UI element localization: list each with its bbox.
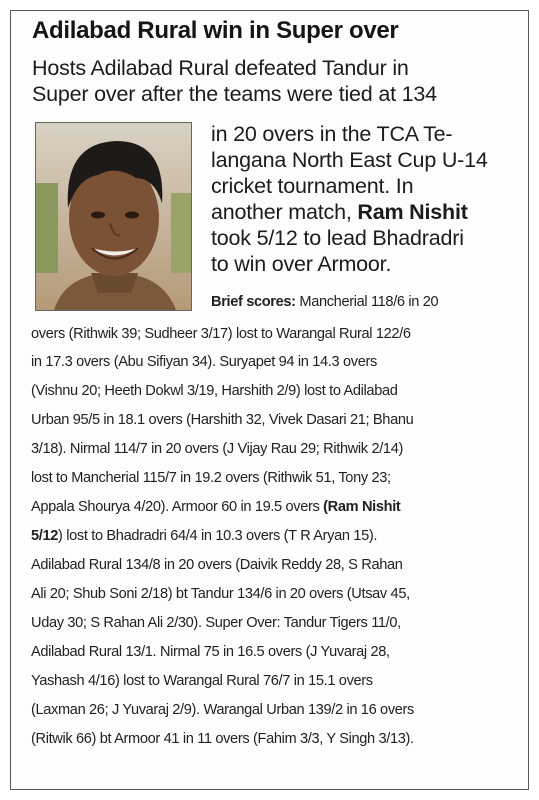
- brief-scores-line: [31, 499, 400, 515]
- brief-scores-line: lost to Mancherial 115/7 in 19.2 overs (Rithwik 51, Tony 23;: [31, 470, 391, 486]
- brief-text: Mancherial 118/6 in 20: [295, 294, 439, 310]
- brief-bold-text: (Ram Nishit: [323, 499, 401, 515]
- brief-scores-line: Adilabad Rural 134/8 in 20 overs (Daivik Reddy 28, S Rahan: [31, 557, 403, 573]
- brief-scores-line: overs (Rithwik 39; Sudheer 3/17) lost to Warangal Rural 122/6: [31, 326, 411, 342]
- lead-line: [211, 199, 468, 226]
- lead-line: in 20 overs in the TCA Te-: [211, 122, 453, 146]
- brief-text: Appala Shourya 4/20). Armoor 60 in 19.5 overs: [31, 499, 324, 515]
- player-name-bold: Ram Nishit: [357, 200, 468, 224]
- brief-scores-line: (Ritwik 66) bt Armoor 41 in 11 overs (Fahim 3/3, Y Singh 3/13).: [31, 731, 414, 747]
- brief-scores-line: Urban 95/5 in 18.1 overs (Harshith 32, Vivek Dasari 21; Bhanu: [31, 412, 414, 428]
- brief-scores-line: (Vishnu 20; Heeth Dokwl 3/19, Harshith 2/9) lost to Adilabad: [31, 383, 398, 399]
- headline: Adilabad Rural win in Super over: [32, 17, 399, 44]
- lead-line: took 5/12 to lead Bhadradri: [211, 226, 464, 250]
- brief-scores-line: [31, 528, 377, 544]
- brief-scores-line: 3/18). Nirmal 114/7 in 20 overs (J Vijay Rau 29; Rithwik 2/14): [31, 441, 403, 457]
- brief-scores-label: Brief scores:: [211, 294, 296, 310]
- brief-text: ) lost to Bhadradri 64/4 in 10.3 overs (T R Aryan 15).: [58, 528, 378, 544]
- lead-text: another match,: [211, 200, 358, 224]
- lead-line: Hosts Adilabad Rural defeated Tandur in: [32, 56, 409, 80]
- lead-line: langana North East Cup U-14: [211, 148, 488, 172]
- lead-line: cricket tournament. In: [211, 174, 414, 198]
- brief-scores-line: Yashash 4/16) lost to Warangal Rural 76/7 in 15.1 overs: [31, 673, 373, 689]
- lead-line: to win over Armoor.: [211, 252, 392, 276]
- brief-bold-text: 5/12: [31, 528, 59, 544]
- brief-scores-line: in 17.3 overs (Abu Sifiyan 34). Suryapet 94 in 14.3 overs: [31, 354, 377, 370]
- brief-scores-line: [211, 294, 438, 310]
- brief-scores-line: Uday 30; S Rahan Ali 2/30). Super Over: Tandur Tigers 11/0,: [31, 615, 401, 631]
- portrait-image: [36, 123, 191, 310]
- brief-scores-line: Adilabad Rural 13/1. Nirmal 75 in 16.5 overs (J Yuvaraj 28,: [31, 644, 390, 660]
- player-photo: [35, 122, 192, 311]
- brief-scores-line: Ali 20; Shub Soni 2/18) bt Tandur 134/6 in 20 overs (Utsav 45,: [31, 586, 410, 602]
- lead-line: Super over after the teams were tied at 134: [32, 82, 437, 106]
- brief-scores-line: (Laxman 26; J Yuvaraj 2/9). Warangal Urban 139/2 in 16 overs: [31, 702, 414, 718]
